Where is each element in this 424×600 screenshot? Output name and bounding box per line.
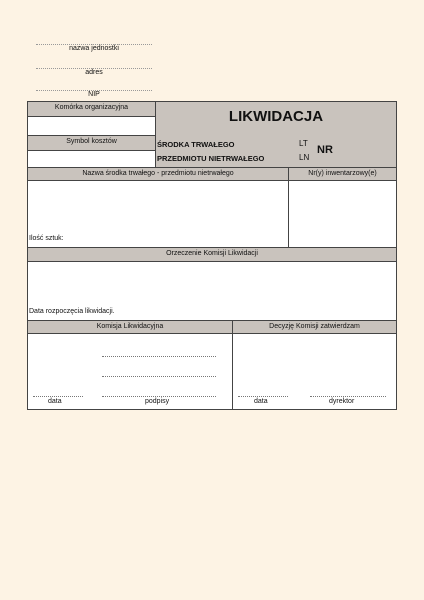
inventory-field[interactable] bbox=[288, 180, 397, 248]
asset-name-field[interactable] bbox=[27, 180, 289, 248]
address-label: adres bbox=[85, 69, 103, 76]
number-label: NR bbox=[317, 144, 333, 156]
code-ln: LN bbox=[299, 153, 310, 162]
signature-line-1 bbox=[102, 356, 216, 357]
director-label: dyrektor bbox=[329, 398, 355, 405]
signature-line-3 bbox=[102, 396, 216, 397]
date-line-right bbox=[238, 396, 288, 397]
nip-label: NIP bbox=[88, 91, 100, 98]
cost-symbol-label: Symbol kosztów bbox=[66, 138, 117, 145]
signature-line-2 bbox=[102, 376, 216, 377]
date-label-left: data bbox=[48, 398, 62, 405]
director-line bbox=[310, 396, 386, 397]
signatures-label: podpisy bbox=[145, 398, 170, 405]
org-unit-label: Komórka organizacyjna bbox=[54, 104, 129, 111]
document-title: LIKWIDACJA bbox=[228, 108, 324, 125]
org-unit-field[interactable] bbox=[27, 116, 156, 136]
start-date-label: Data rozpoczęcia likwidacji. bbox=[29, 308, 115, 315]
approval-label: Decyzję Komisji zatwierdzam bbox=[269, 323, 360, 330]
asset-type-fixed: ŚRODKA TRWAŁEGO bbox=[157, 140, 235, 149]
asset-type-nonfixed: PRZEDMIOTU NIETRWAŁEGO bbox=[157, 154, 265, 163]
quantity-label: Ilość sztuk: bbox=[29, 235, 64, 242]
code-lt: LT bbox=[299, 139, 308, 148]
decision-label: Orzeczenie Komisji Likwidacji bbox=[166, 250, 258, 257]
inventory-label: Nr(y) inwentarzowy(e) bbox=[308, 170, 377, 177]
cost-symbol-field[interactable] bbox=[27, 150, 156, 168]
asset-name-label: Nazwa środka trwałego - przedmiotu nietrwałego bbox=[82, 170, 234, 177]
commission-label: Komisja Likwidacyjna bbox=[96, 323, 164, 330]
date-line-left bbox=[33, 396, 83, 397]
date-label-right: data bbox=[254, 398, 268, 405]
unit-name-label: nazwa jednostki bbox=[69, 45, 119, 52]
